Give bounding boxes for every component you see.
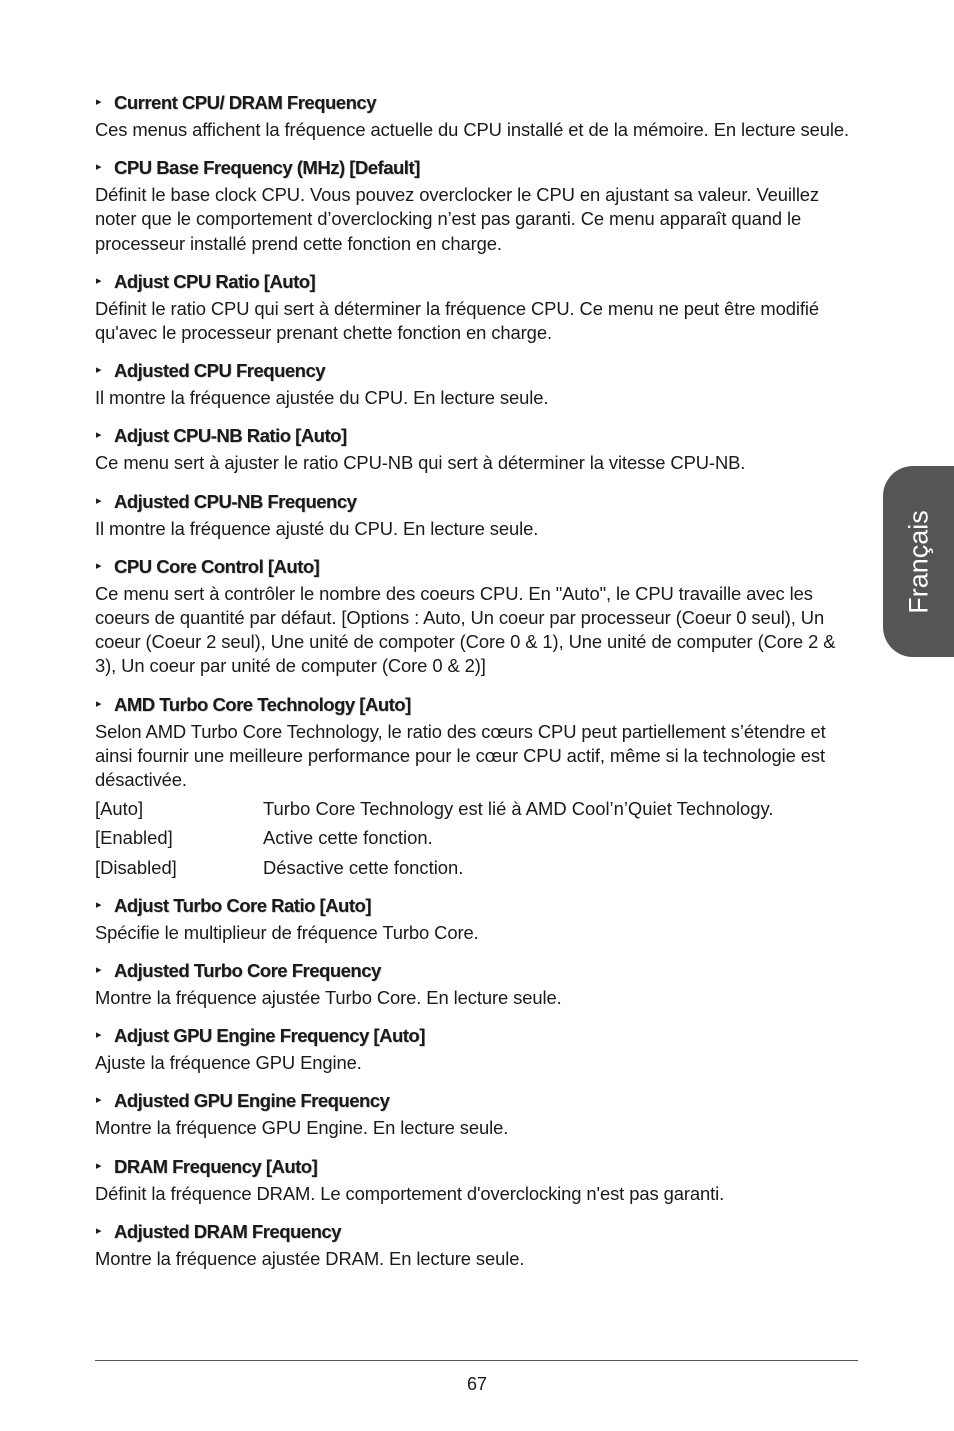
section-adjusted-dram-frequency xyxy=(95,1219,858,1271)
triangle-bullet-icon: ▸ xyxy=(96,1159,102,1172)
heading-text: Adjust CPU-NB Ratio [Auto] xyxy=(114,425,347,447)
section-description: Il montre la fréquence ajusté du CPU. En lecture seule. xyxy=(95,517,539,539)
section-adjusted-turbo-core-frequency xyxy=(95,958,858,1010)
triangle-bullet-icon: ▸ xyxy=(96,1029,102,1042)
option-value: Désactive cette fonction. xyxy=(263,856,464,878)
language-side-tab xyxy=(883,466,954,657)
section-description: Selon AMD Turbo Core Technology, le ratio des cœurs CPU peut partiellement s’étendre et ainsi fournir une meilleure performance pour le cœur CPU actif, même si la technologie est désactivée. xyxy=(95,720,826,791)
section-heading xyxy=(95,958,858,984)
heading-text: Adjusted CPU-NB Frequency xyxy=(114,490,357,512)
section-cpu-base-frequency xyxy=(95,155,858,256)
heading-text: Adjust CPU Ratio [Auto] xyxy=(114,270,316,292)
triangle-bullet-icon: ▸ xyxy=(96,559,102,572)
heading-text: Adjusted Turbo Core Frequency xyxy=(114,960,381,982)
triangle-bullet-icon: ▸ xyxy=(96,364,102,377)
section-adjusted-cpu-nb-frequency xyxy=(95,489,858,541)
section-description: Montre la fréquence ajustée Turbo Core. En lecture seule. xyxy=(95,987,562,1009)
option-row-enabled xyxy=(95,826,858,850)
triangle-bullet-icon: ▸ xyxy=(96,1224,102,1237)
section-adjust-cpu-nb-ratio xyxy=(95,423,858,475)
heading-text: Current CPU/ DRAM Frequency xyxy=(114,92,376,113)
section-cpu-core-control xyxy=(95,554,858,679)
section-heading xyxy=(95,90,858,116)
triangle-bullet-icon: ▸ xyxy=(96,161,102,174)
section-description: Ajuste la fréquence GPU Engine. xyxy=(95,1052,362,1074)
section-description: Définit le ratio CPU qui sert à déterminer la fréquence CPU. Ce menu ne peut être modifié qu'avec le processeur prenant chette fonction en charge. xyxy=(95,297,820,344)
section-heading xyxy=(95,489,858,515)
triangle-bullet-icon: ▸ xyxy=(96,429,102,442)
triangle-bullet-icon: ▸ xyxy=(96,1094,102,1107)
option-value: Turbo Core Technology est lié à AMD Cool’n’Quiet Technology. xyxy=(263,798,774,820)
section-description: Ce menu sert à contrôler le nombre des coeurs CPU. En "Auto", le CPU travaille avec les coeurs de quantité par défaut. [Options : Auto, Un coeur par processeur (Coeur 0 seul), Un coeur (Coeur 2 seul), Une unité de compoter (Core 0 & 1), Une unité de computer (Core 2 & 3), Un coeur par unité de computer (Core 0 & 2)] xyxy=(95,582,836,677)
section-heading xyxy=(95,1154,858,1180)
section-dram-frequency xyxy=(95,1154,858,1206)
option-key: [Enabled] xyxy=(95,827,173,849)
triangle-bullet-icon: ▸ xyxy=(96,964,102,977)
option-key: [Disabled] xyxy=(95,856,177,878)
triangle-bullet-icon: ▸ xyxy=(96,96,102,108)
section-heading xyxy=(95,1219,858,1245)
section-heading xyxy=(95,155,858,181)
triangle-bullet-icon: ▸ xyxy=(96,494,102,507)
triangle-bullet-icon: ▸ xyxy=(96,697,102,710)
triangle-bullet-icon: ▸ xyxy=(96,898,102,911)
section-adjust-cpu-ratio xyxy=(95,269,858,345)
section-description: Montre la fréquence GPU Engine. En lecture seule. xyxy=(95,1117,509,1139)
section-adjusted-cpu-frequency xyxy=(95,358,858,410)
section-heading xyxy=(95,1088,858,1114)
heading-text: Adjusted CPU Frequency xyxy=(114,360,326,382)
heading-text: Adjust Turbo Core Ratio [Auto] xyxy=(114,894,371,916)
heading-text: CPU Base Frequency (MHz) [Default] xyxy=(114,157,420,179)
page-number: 67 xyxy=(466,1374,488,1394)
heading-text: CPU Core Control [Auto] xyxy=(114,555,320,577)
heading-text: AMD Turbo Core Technology [Auto] xyxy=(114,693,411,715)
section-heading xyxy=(95,554,858,580)
heading-text: DRAM Frequency [Auto] xyxy=(114,1155,318,1177)
document-body xyxy=(95,90,858,1284)
heading-text: Adjusted DRAM Frequency xyxy=(114,1220,341,1242)
option-row-auto xyxy=(95,797,858,821)
section-description: Ces menus affichent la fréquence actuelle du CPU installé et de la mémoire. En lecture seule. xyxy=(95,119,849,140)
section-heading xyxy=(95,423,858,449)
option-value: Active cette fonction. xyxy=(263,827,433,849)
section-description: Montre la fréquence ajustée DRAM. En lecture seule. xyxy=(95,1247,525,1269)
heading-text: Adjust GPU Engine Frequency [Auto] xyxy=(114,1025,425,1047)
section-amd-turbo-core-technology xyxy=(95,692,858,880)
section-adjust-turbo-core-ratio xyxy=(95,893,858,945)
option-key: [Auto] xyxy=(95,798,144,820)
heading-text: Adjusted GPU Engine Frequency xyxy=(114,1090,390,1112)
language-tab-label: Français xyxy=(903,509,933,614)
section-current-cpu-dram-frequency xyxy=(95,90,858,142)
section-adjust-gpu-engine-frequency xyxy=(95,1023,858,1075)
section-heading xyxy=(95,893,858,919)
section-heading xyxy=(95,692,858,718)
footer-divider xyxy=(95,1360,858,1361)
section-adjusted-gpu-engine-frequency xyxy=(95,1088,858,1140)
section-heading xyxy=(95,358,858,384)
section-description: Spécifie le multiplieur de fréquence Turbo Core. xyxy=(95,921,479,943)
option-row-disabled xyxy=(95,856,858,880)
section-description: Il montre la fréquence ajustée du CPU. En lecture seule. xyxy=(95,387,549,409)
triangle-bullet-icon: ▸ xyxy=(96,274,102,287)
section-heading xyxy=(95,1023,858,1049)
section-description: Définit la fréquence DRAM. Le comportement d'overclocking n'est pas garanti. xyxy=(95,1182,725,1204)
section-description: Ce menu sert à ajuster le ratio CPU-NB qui sert à déterminer la vitesse CPU-NB. xyxy=(95,452,746,474)
section-heading xyxy=(95,269,858,295)
section-description: Définit le base clock CPU. Vous pouvez overclocker le CPU en ajustant sa valeur. Veuillez noter que le comportement d’overclocking n’est pas garanti. Ce menu apparaît quand le processeur installé prend cette fonction en charge. xyxy=(95,184,820,254)
